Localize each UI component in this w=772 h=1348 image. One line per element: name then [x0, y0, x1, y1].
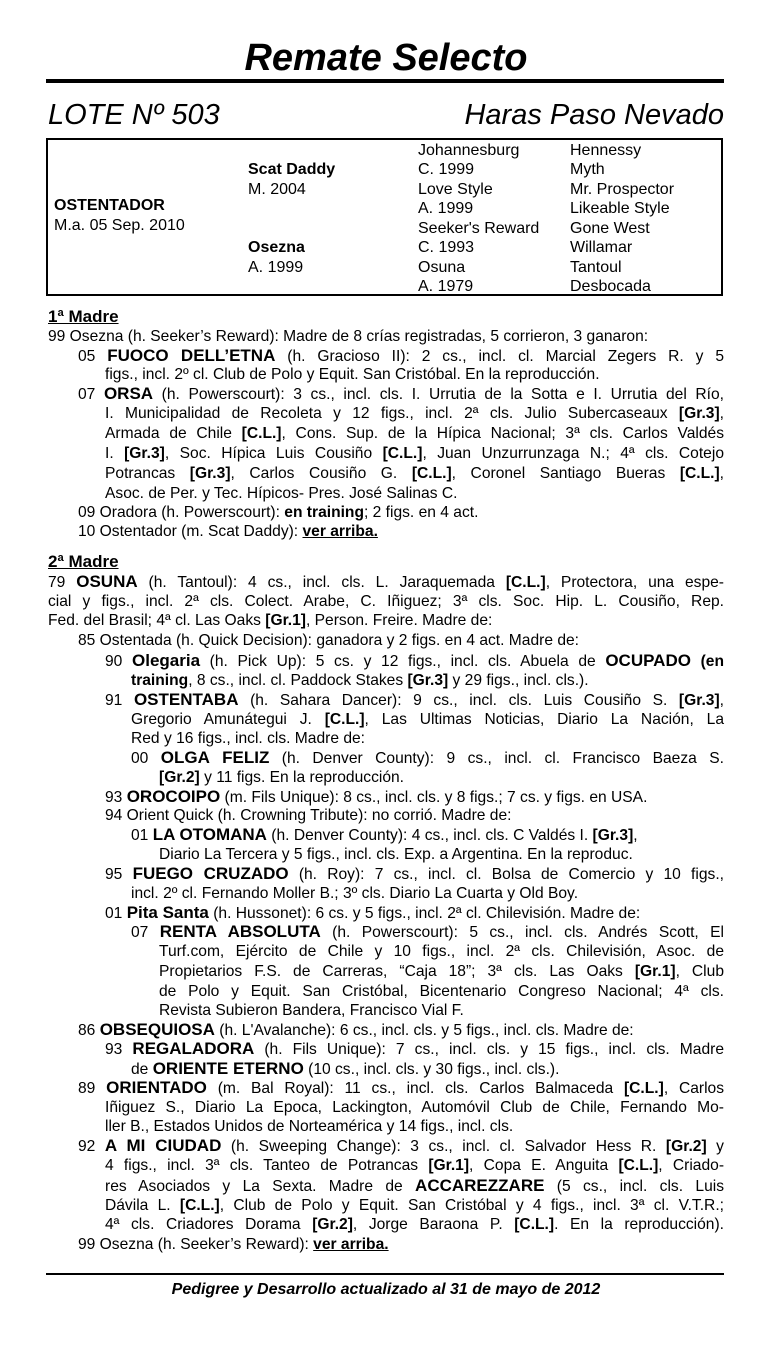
produce-line: Red y 16 figs., incl. cls. Madre de: [131, 730, 366, 747]
first-dam-heading: 1ª Madre [48, 307, 119, 326]
sire-sire-info: C. 1999 [418, 161, 475, 178]
produce-line: 99 Osezna (h. Seeker’s Reward): ver arriba. [78, 1236, 389, 1253]
produce-line: 07 ORSA (h. Powerscourt): 3 cs., incl. cls. I. Urrutia de la Sotta e I. Urrutia del Río, [78, 384, 724, 403]
produce-line: 86 OBSEQUIOSA (h. L'Avalanche): 6 cs., incl. cls. y 5 figs., incl. cls. Madre de: [78, 1020, 634, 1039]
produce-line: Dávila L. [C.L.], Club de Polo y Equit. San Cristóbal y 4 figs., incl. 3ª cl. V.T.R.; [105, 1197, 724, 1214]
sire-dam: Love Style [418, 181, 493, 198]
produce-line: I. [Gr.3], Soc. Hípica Luis Cousiño [C.L.], Juan Unzurrunzaga N.; 4ª cls. Cotejo [105, 445, 724, 462]
produce-line: I. Municipalidad de Recoleta y 12 figs., incl. 2ª cls. Julio Subercaseaux [Gr.3], [105, 405, 724, 422]
sire-info: M. 2004 [248, 181, 306, 198]
dam-info: A. 1999 [248, 259, 304, 276]
produce-line: Propietarios F.S. de Carreras, “Caja 18”; 3ª cls. Las Oaks [Gr.1], Club [159, 963, 724, 980]
ancestor-4: Likeable Style [570, 200, 670, 217]
ancestor-2: Myth [570, 161, 605, 178]
sire-sire: Johannesburg [418, 142, 520, 159]
dam-sire-info: C. 1993 [418, 239, 475, 256]
produce-line: [Gr.2] y 11 figs. En la reproducción. [159, 769, 405, 786]
dam-line: 99 Osezna (h. Seeker’s Reward): Madre de 8 crías registradas, 5 corrieron, 3 ganaron: [48, 328, 649, 345]
footer-note: Pedigree y Desarrollo actualizado al 31 de mayo de 2012 [171, 1281, 601, 1298]
produce-line: 90 Olegaria (h. Pick Up): 5 cs. y 12 figs., incl. cls. Abuela de OCUPADO (en [105, 651, 724, 670]
produce-line: training, 8 cs., incl. cl. Paddock Stakes [Gr.3] y 29 figs., incl. cls.). [131, 672, 589, 689]
footer-rule [46, 1273, 724, 1275]
produce-line: Iñiguez S., Diario La Epoca, Lackington, Automóvil Club de Chile, Fernando Mo- [105, 1099, 724, 1116]
produce-line: figs., incl. 2º cl. Club de Polo y Equit. San Cristóbal. En la reproducción. [105, 366, 600, 383]
lot-number: LOTE Nº 503 [48, 99, 220, 131]
horse-name: OSTENTADOR [54, 197, 165, 214]
horse-info: M.a. 05 Sep. 2010 [54, 217, 185, 234]
produce-line: de Polo y Equit. San Cristóbal, Bicentenario Congreso Nacional; 4ª cls. [159, 983, 724, 1000]
dam-sire: Seeker's Reward [418, 220, 540, 237]
pedigree-table [46, 138, 723, 296]
ancestor-7: Tantoul [570, 259, 622, 276]
produce-line: 01 LA OTOMANA (h. Denver County): 4 cs., incl. cls. C Valdés I. [Gr.3], [131, 825, 638, 844]
produce-line: Potrancas [Gr.3], Carlos Cousiño G. [C.L.], Coronel Santiago Bueras [C.L.], [105, 465, 725, 482]
produce-line: Revista Subieron Bandera, Francisco Vial F. [159, 1002, 464, 1019]
dam-line: Fed. del Brasil; 4ª cl. Las Oaks [Gr.1], Person. Freire. Madre de: [48, 612, 493, 629]
produce-line: 4 figs., incl. 3ª cls. Tanteo de Potrancas [Gr.1], Copa E. Anguita [C.L.], Criado- [105, 1157, 725, 1174]
dam-dam-info: A. 1979 [418, 278, 474, 295]
ancestor-1: Hennessy [570, 142, 642, 159]
consignor: Haras Paso Nevado [464, 99, 724, 131]
ancestor-6: Willamar [570, 239, 633, 256]
ancestor-5: Gone West [570, 220, 650, 237]
title-rule [46, 79, 724, 83]
produce-line: Armada de Chile [C.L.], Cons. Sup. de la Hípica Nacional; 3ª cls. Carlos Valdés [105, 425, 724, 442]
sire-name: Scat Daddy [248, 161, 336, 178]
produce-line: 05 FUOCO DELL’ETNA (h. Gracioso II): 2 cs., incl. cl. Marcial Zegers R. y 5 [78, 346, 724, 365]
sire-dam-info: A. 1999 [418, 200, 474, 217]
produce-line: 95 FUEGO CRUZADO (h. Roy): 7 cs., incl. cl. Bolsa de Comercio y 10 figs., [105, 864, 724, 883]
dam-line: 79 OSUNA (h. Tantoul): 4 cs., incl. cls. L. Jaraquemada [C.L.], Protectora, una espe- [48, 572, 724, 591]
produce-line: 94 Orient Quick (h. Crowning Tribute): no corrió. Madre de: [105, 807, 512, 824]
dam-name: Osezna [248, 239, 305, 256]
dam-dam: Osuna [418, 259, 466, 276]
produce-line: 91 OSTENTABA (h. Sahara Dancer): 9 cs., incl. cls. Luis Cousiño S. [Gr.3], [105, 690, 724, 709]
produce-line: 09 Oradora (h. Powerscourt): en training; 2 figs. en 4 act. [78, 504, 479, 521]
produce-line: incl. 2º cl. Fernando Moller B.; 3º cls. Diario La Cuarta y Old Boy. [131, 885, 579, 902]
produce-line: 00 OLGA FELIZ (h. Denver County): 9 cs., incl. cl. Francisco Baeza S. [131, 748, 724, 767]
produce-line: Asoc. de Per. y Tec. Hípicos- Pres. José Salinas C. [105, 485, 458, 502]
produce-line: 93 OROCOIPO (m. Fils Unique): 8 cs., incl. cls. y 8 figs.; 7 cs. y figs. en USA. [105, 787, 648, 806]
produce-line: Diario La Tercera y 5 figs., incl. cls. Exp. a Argentina. En la reproduc. [159, 846, 633, 863]
produce-line: 07 RENTA ABSOLUTA (h. Powerscourt): 5 cs., incl. cls. Andrés Scott, El [131, 922, 724, 941]
dam-line: cial y figs., incl. 2ª cls. Colect. Arabe, C. Iñiguez; 3ª cls. Soc. Hip. L. Cousiño, Rep. [48, 593, 724, 610]
produce-line: 4ª cls. Criadores Dorama [Gr.2], Jorge Baraona P. [C.L.]. En la reproducción). [105, 1216, 725, 1233]
produce-line: 01 Pita Santa (h. Hussonet): 6 cs. y 5 figs., incl. 2ª cl. Chilevisión. Madre de: [105, 903, 641, 922]
ancestor-3: Mr. Prospector [570, 181, 675, 198]
produce-line: 93 REGALADORA (h. Fils Unique): 7 cs., incl. cls. y 15 figs., incl. cls. Madre [105, 1039, 724, 1058]
sale-title: Remate Selecto [244, 37, 528, 79]
produce-line: 85 Ostentada (h. Quick Decision): ganadora y 2 figs. en 4 act. Madre de: [78, 632, 580, 649]
produce-line: 92 A MI CIUDAD (h. Sweeping Change): 3 cs., incl. cl. Salvador Hess R. [Gr.2] y [78, 1136, 724, 1155]
produce-line: 10 Ostentador (m. Scat Daddy): ver arriba. [78, 523, 378, 540]
produce-line: de ORIENTE ETERNO (10 cs., incl. cls. y 30 figs., incl. cls.). [131, 1059, 560, 1078]
produce-line: res Asociados y La Sexta. Madre de ACCAREZZARE (5 cs., incl. cls. Luis [105, 1176, 724, 1195]
produce-line: ller B., Estados Unidos de Norteamérica y 14 figs., incl. cls. [105, 1118, 514, 1135]
produce-line: Turf.com, Ejército de Chile y 10 figs., incl. 2ª cls. Chilevisión, Asoc. de [159, 943, 724, 960]
ancestor-8: Desbocada [570, 278, 651, 295]
second-dam-heading: 2ª Madre [48, 552, 119, 571]
produce-line: 89 ORIENTADO (m. Bal Royal): 11 cs., incl. cls. Carlos Balmaceda [C.L.], Carlos [78, 1078, 725, 1097]
produce-line: Gregorio Amunátegui J. [C.L.], Las Ultimas Noticias, Diario La Nación, La [131, 711, 724, 728]
